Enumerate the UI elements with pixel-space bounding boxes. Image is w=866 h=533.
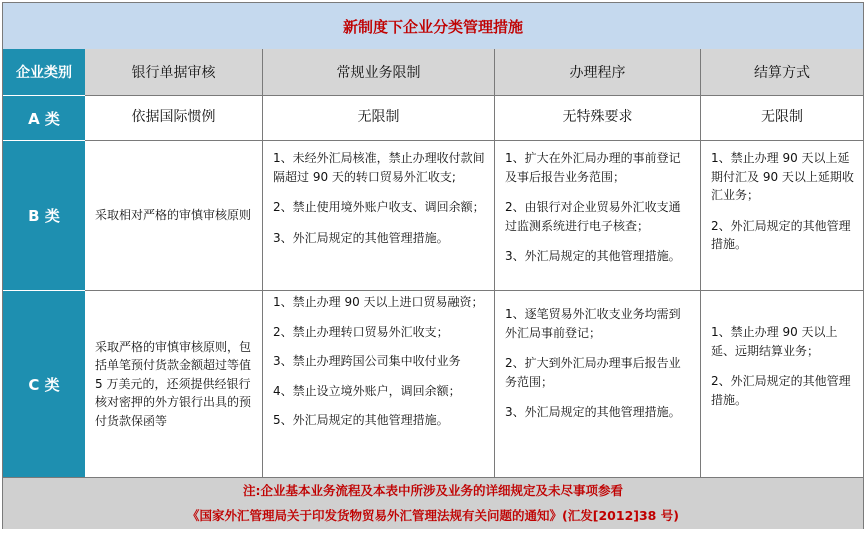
b-business-limits [263, 141, 495, 291]
list-item: 1、扩大在外汇局办理的事前登记及事后报告业务范围； [505, 151, 681, 184]
a-procedure: 无特殊要求 [495, 96, 701, 141]
c-bank-review-text: 采取严格的审慎审核原则，包括单笔预付货款金额超过等值 5 万美元的，还须提供经银行核对密押的外方银行出具的预付货款保函等 [95, 339, 252, 428]
c-settlement [701, 291, 863, 477]
list-item: 1、禁止办理 90 天以上延、远期结算业务； [711, 325, 838, 358]
list-item: 1、禁止办理 90 天以上延期付汇及 90 天以上延期收汇业务； [711, 151, 854, 203]
list-item: 3、外汇局规定的其他管理措施。 [273, 230, 449, 245]
b-procedure [495, 141, 701, 291]
list-item: 2、外汇局规定的其他管理措施。 [711, 374, 851, 407]
list-item: 4、禁止设立境外账户，调回余额； [273, 383, 461, 398]
list-item: 2、扩大到外汇局办理事后报告业务范围； [505, 356, 681, 389]
category-column [3, 49, 85, 477]
list-item: 1、未经外汇局核准，禁止办理收付款间隔超过 90 天的转口贸易外汇收支; [273, 151, 485, 184]
list-item: 2、禁止使用境外账户收支、调回余额； [273, 200, 485, 215]
table-title: 新制度下企业分类管理措施 [3, 3, 863, 50]
a-bank-review: 依据国际惯例 [85, 96, 263, 141]
footer-line-2: 《国家外汇管理局关于印发货物贸易外汇管理法规有关问题的通知》(汇发[2012]38 号) [187, 508, 679, 523]
footer-note [3, 477, 863, 529]
c-bank-review [85, 291, 263, 477]
category-c-label: C 类 [28, 375, 60, 394]
list-item: 3、外汇局规定的其他管理措施。 [505, 405, 681, 420]
list-item: 2、禁止办理转口贸易外汇收支； [273, 324, 449, 339]
list-item: 2、外汇局规定的其他管理措施。 [711, 218, 851, 252]
c-business-limits [263, 291, 495, 477]
a-settlement: 无限制 [701, 96, 863, 141]
list-item: 2、由银行对企业贸易外汇收支通过监测系统进行电子核查； [505, 200, 681, 233]
list-item: 1、禁止办理 90 天以上进口贸易融资； [273, 295, 484, 309]
category-header: 企业类别 [3, 49, 85, 96]
header-settlement: 结算方式 [701, 49, 863, 96]
b-bank-review-text: 采取相对严格的审慎审核原则 [95, 208, 252, 223]
category-b-label: B 类 [3, 141, 85, 291]
list-item: 3、外汇局规定的其他管理措施。 [505, 249, 681, 264]
list-item: 5、外汇局规定的其他管理措施。 [273, 413, 449, 428]
header-procedure: 办理程序 [495, 49, 701, 96]
header-business-limits: 常规业务限制 [263, 49, 495, 96]
a-business-limits: 无限制 [263, 96, 495, 141]
header-bank-review: 银行单据审核 [85, 49, 263, 96]
b-settlement [701, 141, 863, 291]
classification-table [2, 2, 864, 529]
list-item: 3、禁止办理跨国公司集中收付业务 [273, 354, 461, 369]
b-bank-review [85, 141, 263, 291]
category-a-label: A 类 [3, 96, 85, 141]
c-procedure [495, 291, 701, 477]
footer-line-1: 注:企业基本业务流程及本表中所涉及业务的详细规定及未尽事项参看 [242, 483, 623, 498]
list-item: 1、逐笔贸易外汇收支业务均需到外汇局事前登记； [505, 307, 681, 340]
